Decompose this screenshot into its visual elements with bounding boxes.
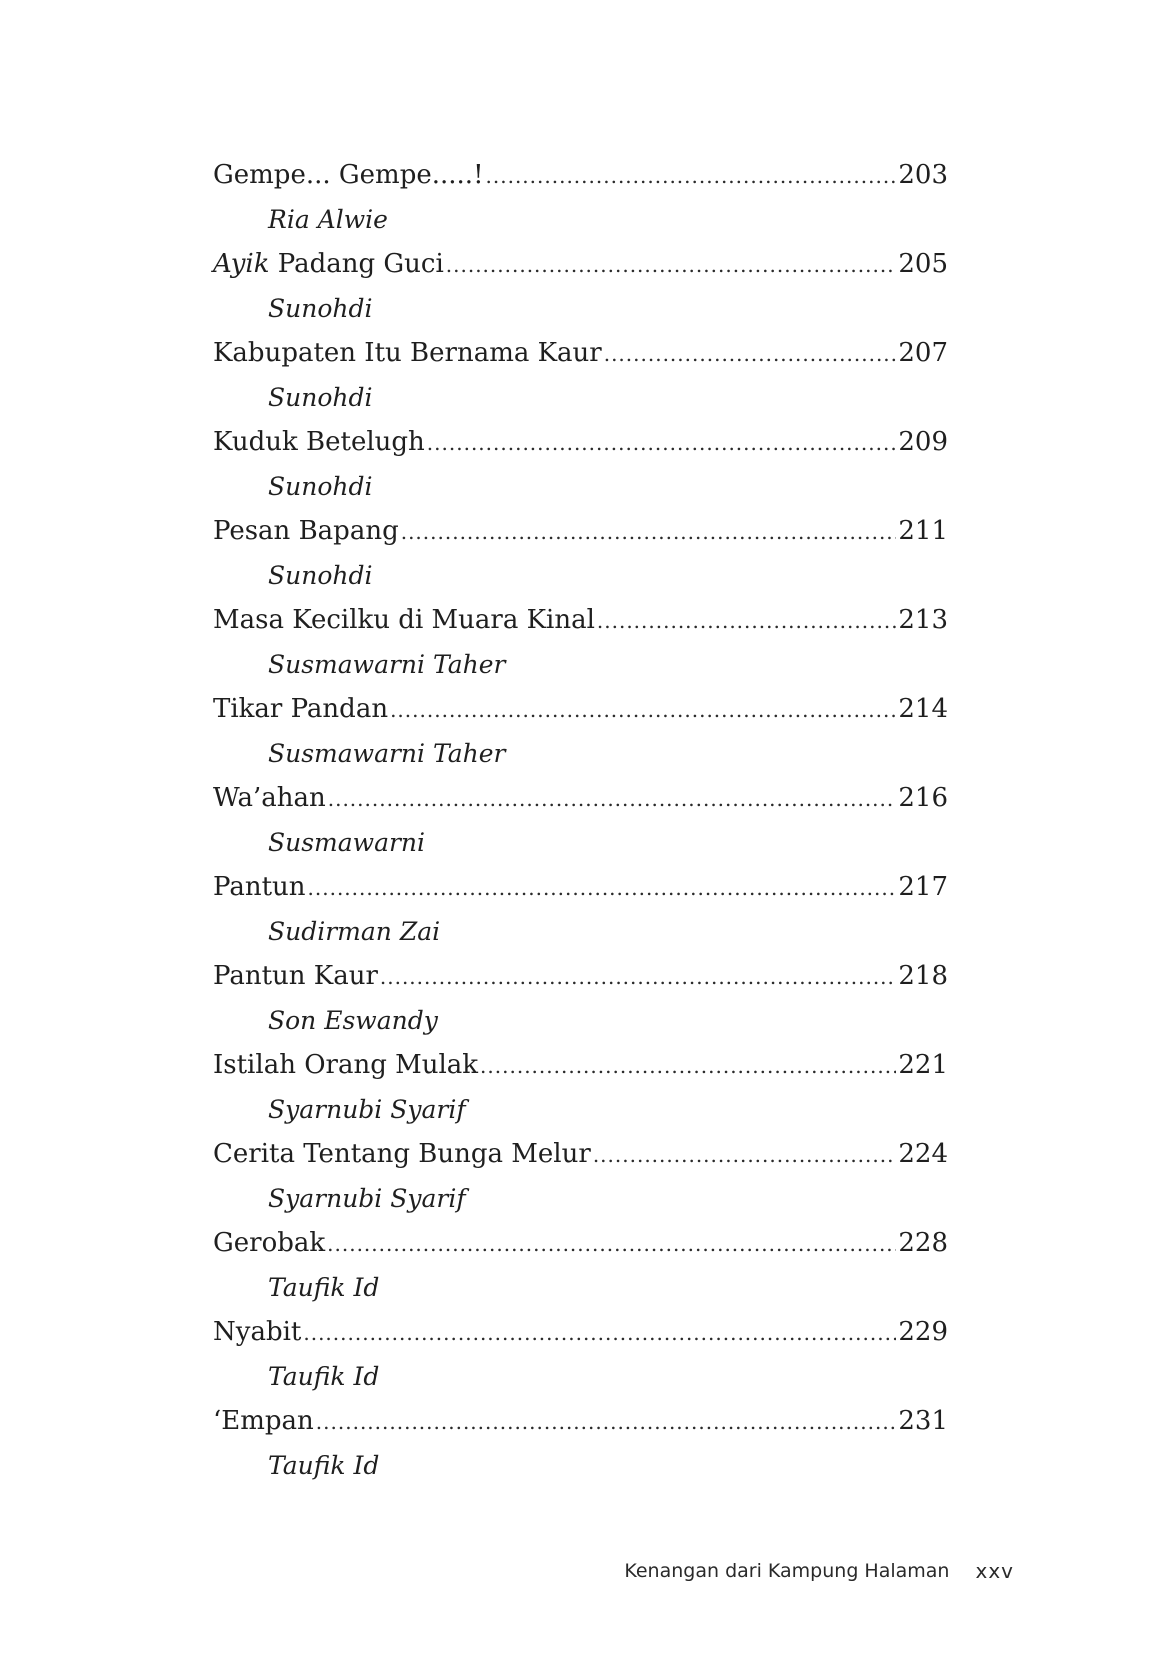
toc-title-line[interactable] (213, 1132, 948, 1176)
toc-author: Susmawarni Taher (268, 650, 506, 679)
dot-leader (380, 955, 896, 999)
toc-author: Syarnubi Syarif (268, 1095, 466, 1124)
dot-leader (390, 688, 896, 732)
toc-title-line[interactable] (213, 687, 948, 731)
toc-title: Pesan Bapang (213, 516, 399, 546)
toc-title: Kuduk Betelugh (213, 427, 425, 457)
toc-author: Ria Alwie (268, 205, 388, 234)
toc-entry (213, 1043, 948, 1132)
toc-title-line[interactable] (213, 865, 948, 909)
toc-title: Gerobak (213, 1228, 326, 1258)
dot-leader (401, 510, 897, 554)
dot-leader (328, 777, 897, 821)
toc-entry (213, 865, 948, 954)
toc-title: Masa Kecilku di Muara Kinal (213, 605, 595, 635)
toc-title-italic: Ayik (213, 249, 270, 279)
toc-title-line[interactable] (213, 1043, 948, 1087)
dot-leader (480, 1044, 896, 1088)
toc-author: Taufik Id (268, 1362, 380, 1391)
dot-leader (604, 332, 897, 376)
toc-title-line[interactable] (213, 1310, 948, 1354)
toc-title: Cerita Tentang Bunga Melur (213, 1139, 591, 1169)
toc-page-number: 224 (898, 1139, 948, 1169)
toc-page-number: 205 (898, 249, 948, 279)
toc-author: Sunohdi (268, 472, 373, 501)
toc-entry (213, 242, 948, 331)
toc-author: Taufik Id (268, 1451, 380, 1480)
dot-leader (427, 421, 897, 465)
toc-author: Syarnubi Syarif (268, 1184, 466, 1213)
toc-author: Susmawarni (268, 828, 426, 857)
dot-leader (597, 599, 896, 643)
toc-title: Pantun Kaur (213, 961, 378, 991)
toc-entry (213, 954, 948, 1043)
toc-entry (213, 331, 948, 420)
toc-title-line[interactable] (213, 954, 948, 998)
toc-title-rest: Padang Guci (269, 249, 444, 279)
toc-entry (213, 420, 948, 509)
toc-title-line[interactable] (213, 153, 948, 197)
toc-title: Istilah Orang Mulak (213, 1050, 479, 1080)
toc-page-number: 231 (898, 1406, 948, 1436)
toc-page-number: 209 (898, 427, 948, 457)
toc-author: Sunohdi (268, 294, 373, 323)
toc-title-line[interactable] (213, 420, 948, 464)
page-footer (624, 1556, 1014, 1586)
dot-leader (446, 243, 897, 287)
toc-entry (213, 1221, 948, 1310)
toc-entry (213, 509, 948, 598)
toc-author: Son Eswandy (268, 1006, 438, 1035)
toc-title-line[interactable] (213, 509, 948, 553)
toc-title: Gempe... Gempe.....! (213, 160, 484, 190)
running-footer-title: Kenangan dari Kampung Halaman (624, 1560, 950, 1582)
toc-page-number: 213 (898, 605, 948, 635)
toc-title-line[interactable] (213, 1221, 948, 1265)
toc-page-number: 214 (898, 694, 948, 724)
dot-leader (486, 154, 897, 198)
toc-page-number: 221 (898, 1050, 948, 1080)
toc-page-number: 228 (898, 1228, 948, 1258)
toc-page-number: 203 (898, 160, 948, 190)
toc-title: Wa’ahan (213, 783, 326, 813)
dot-leader (303, 1311, 896, 1355)
table-of-contents (213, 153, 948, 1488)
toc-author: Sunohdi (268, 561, 373, 590)
toc-title: Pantun (213, 872, 306, 902)
toc-page-number: 217 (898, 872, 948, 902)
toc-page-number: 218 (898, 961, 948, 991)
toc-title-line[interactable] (213, 598, 948, 642)
toc-entry (213, 687, 948, 776)
toc-title (213, 242, 444, 286)
toc-title-line[interactable] (213, 331, 948, 375)
toc-page-number: 216 (898, 783, 948, 813)
toc-entry (213, 776, 948, 865)
dot-leader (593, 1133, 897, 1177)
toc-entry (213, 1310, 948, 1399)
toc-title: Tikar Pandan (213, 694, 389, 724)
toc-author: Sudirman Zai (268, 917, 441, 946)
toc-entry (213, 1132, 948, 1221)
dot-leader (327, 1222, 896, 1266)
toc-entry (213, 1399, 948, 1488)
toc-author: Susmawarni Taher (268, 739, 506, 768)
toc-title: Kabupaten Itu Bernama Kaur (213, 338, 602, 368)
toc-title-line[interactable] (213, 1399, 948, 1443)
toc-author: Taufik Id (268, 1273, 380, 1302)
toc-title: Nyabit (213, 1317, 302, 1347)
toc-page-number: 211 (898, 516, 948, 546)
toc-page-number: 229 (898, 1317, 948, 1347)
toc-page-number: 207 (898, 338, 948, 368)
toc-entry (213, 153, 948, 242)
toc-entry (213, 598, 948, 687)
toc-title-line[interactable] (213, 242, 948, 286)
dot-leader (308, 866, 897, 910)
page-number: xxv (975, 1559, 1014, 1583)
toc-author: Sunohdi (268, 383, 373, 412)
toc-title: ‘Empan (213, 1406, 314, 1436)
dot-leader (316, 1400, 897, 1444)
toc-title-line[interactable] (213, 776, 948, 820)
